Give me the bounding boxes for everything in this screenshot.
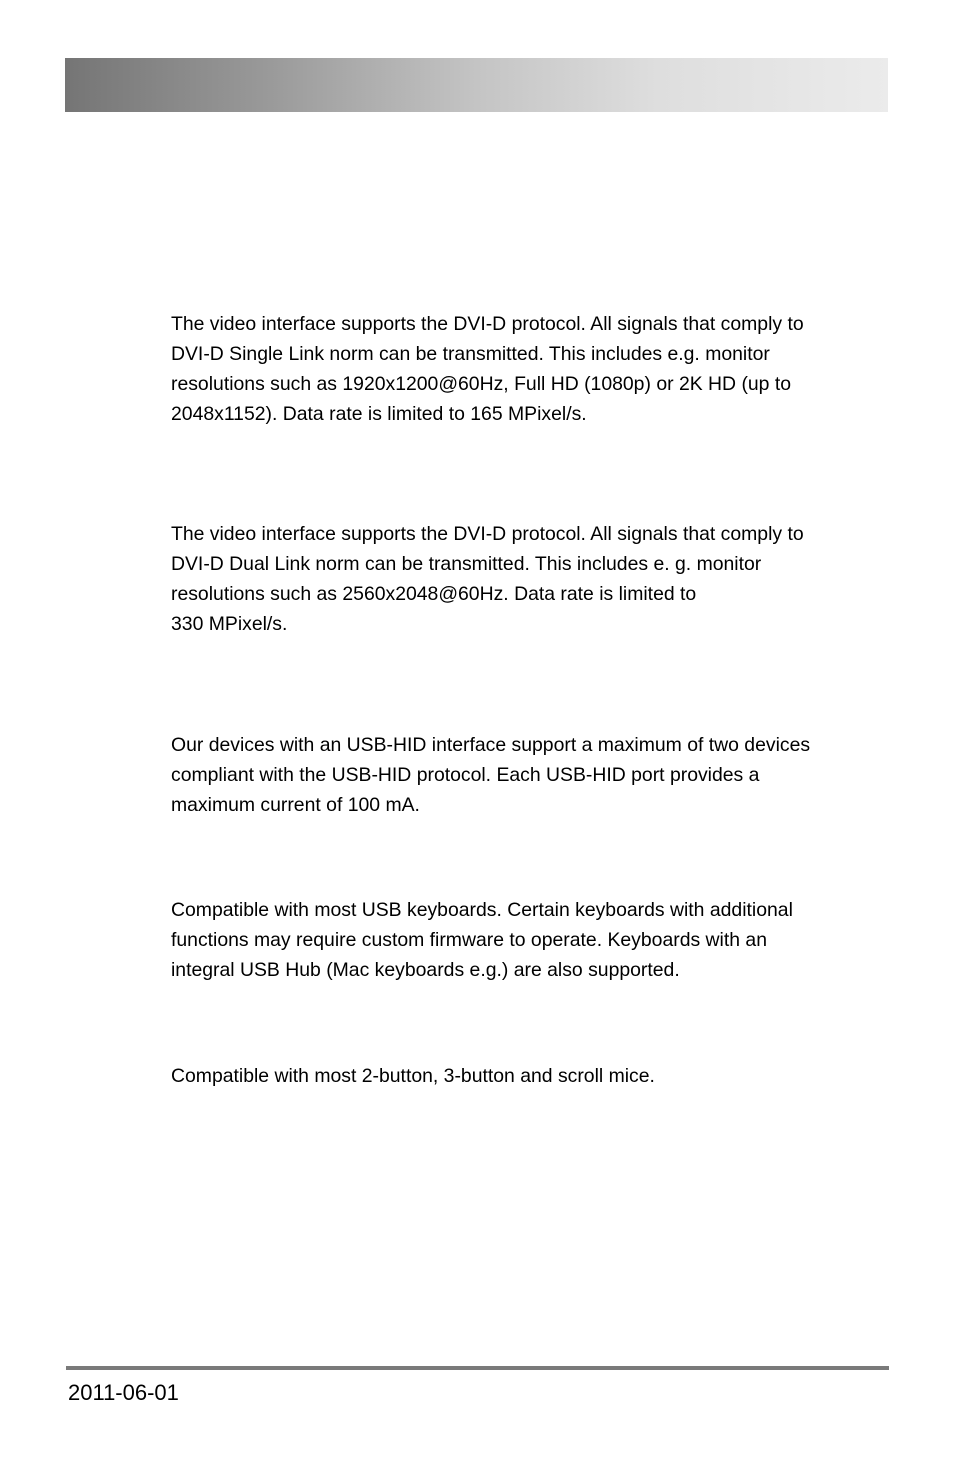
paragraph-line: DVI-D Single Link norm can be transmitted. This includes e.g. monitor bbox=[171, 343, 770, 365]
paragraph-line: 330 MPixel/s. bbox=[171, 613, 288, 635]
dvi-single-link-paragraph bbox=[171, 309, 891, 429]
footer-rule bbox=[66, 1366, 889, 1370]
paragraph-line: DVI-D Dual Link norm can be transmitted. This includes e. g. monitor bbox=[171, 553, 762, 575]
paragraph-line: resolutions such as 2560x2048@60Hz. Data rate is limited to bbox=[171, 583, 697, 605]
paragraph-line: The video interface supports the DVI-D protocol. All signals that comply to bbox=[171, 523, 804, 545]
paragraph-line: Compatible with most 2-button, 3-button and scroll mice. bbox=[171, 1065, 655, 1087]
footer-date: 2011-06-01 bbox=[68, 1380, 179, 1405]
paragraph-line: 2048x1152). Data rate is limited to 165 MPixel/s. bbox=[171, 403, 587, 425]
paragraph-line: The video interface supports the DVI-D protocol. All signals that comply to bbox=[171, 313, 804, 335]
dvi-dual-link-paragraph bbox=[171, 519, 891, 639]
paragraph-line: maximum current of 100 mA. bbox=[171, 794, 420, 816]
mouse-paragraph bbox=[171, 1061, 891, 1091]
paragraph-line: functions may require custom firmware to operate. Keyboards with an bbox=[171, 929, 767, 951]
paragraph-line: resolutions such as 1920x1200@60Hz, Full HD (1080p) or 2K HD (up to bbox=[171, 373, 792, 395]
header-bar bbox=[65, 58, 888, 112]
paragraph-line: Compatible with most USB keyboards. Certain keyboards with additional bbox=[171, 899, 793, 921]
paragraph-line: Our devices with an USB-HID interface support a maximum of two devices bbox=[171, 734, 811, 756]
paragraph-line: compliant with the USB-HID protocol. Each USB-HID port provides a bbox=[171, 764, 760, 786]
keyboard-paragraph bbox=[171, 895, 891, 985]
usb-hid-paragraph bbox=[171, 730, 891, 820]
paragraph-line: integral USB Hub (Mac keyboards e.g.) are also supported. bbox=[171, 959, 680, 981]
